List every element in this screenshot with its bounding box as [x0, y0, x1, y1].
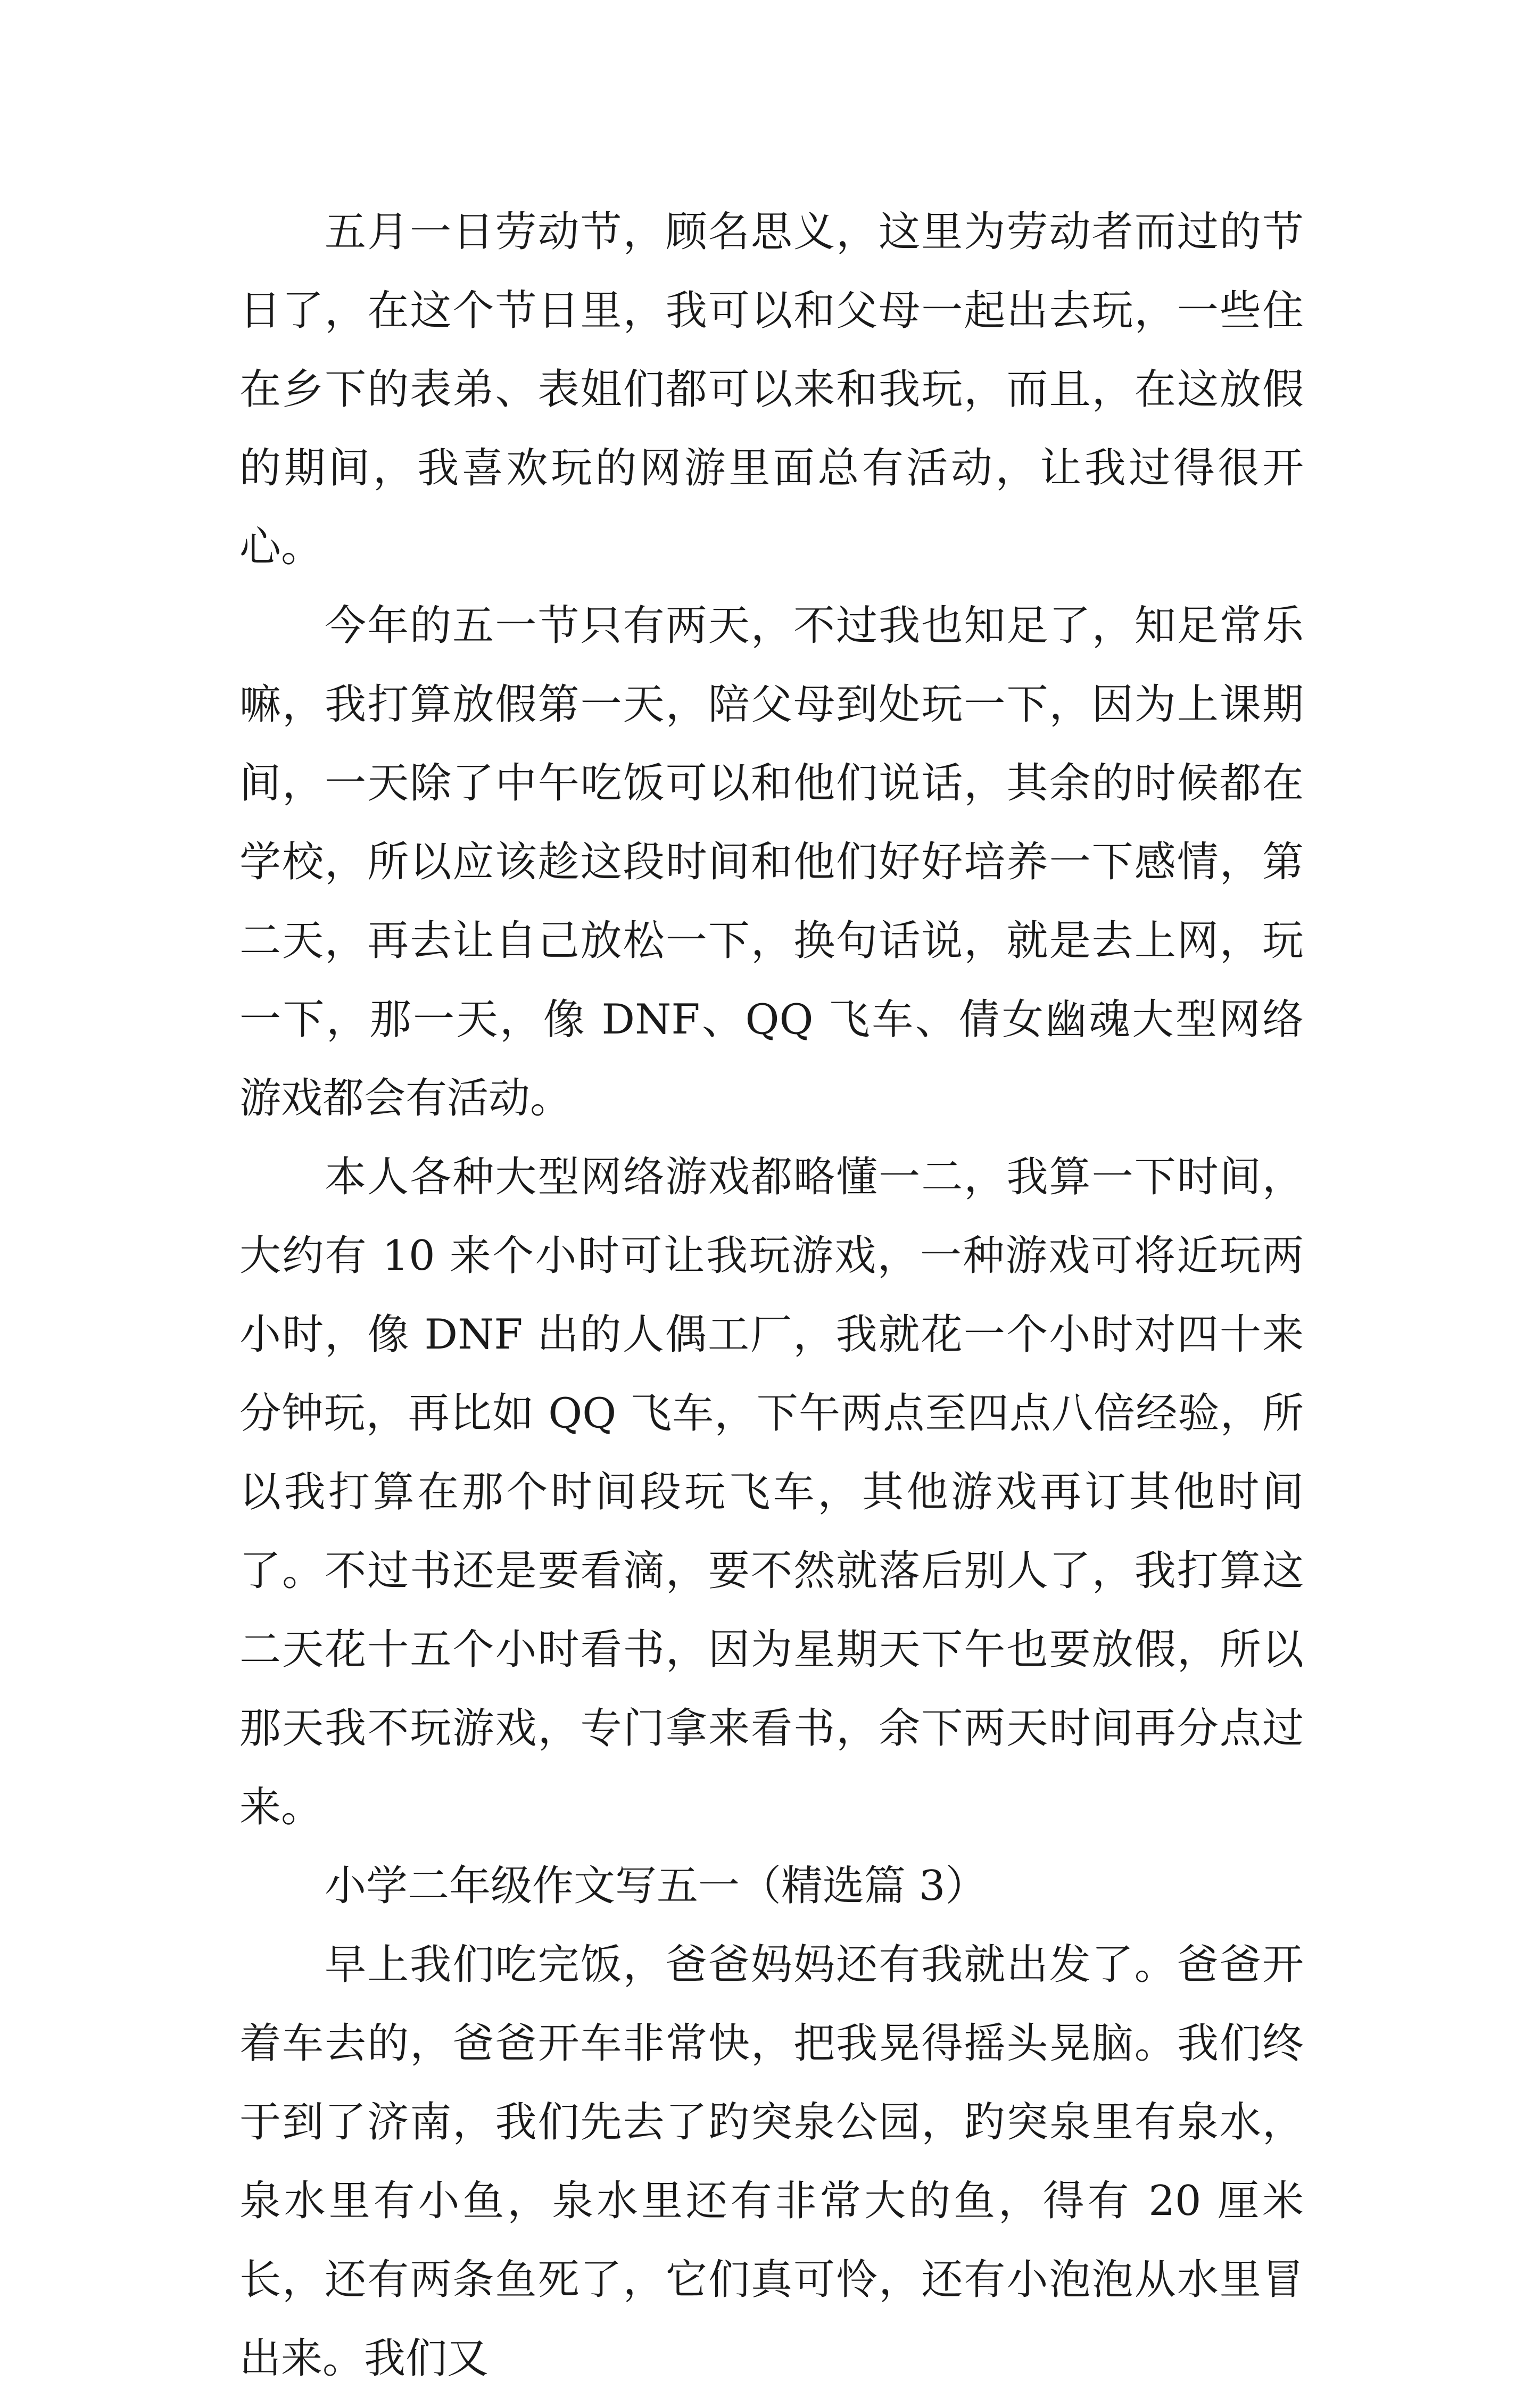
- document-body: [239, 193, 1304, 2398]
- paragraph-4: 早上我们吃完饭，爸爸妈妈还有我就出发了。爸爸开着车去的，爸爸开车非常快，把我晃得摇头晃脑。我们终于到了济南，我们先去了趵突泉公园，趵突泉里有泉水，泉水里有小鱼，泉水里还有非常大的鱼，得有 20 厘米长，还有两条鱼死了，它们真可怜，还有小泡泡从水里冒出来。我们又: [239, 1941, 1304, 2383]
- paragraph-1: 五月一日劳动节，顾名思义，这里为劳动者而过的节日了，在这个节日里，我可以和父母一起出去玩，一些住在乡下的表弟、表姐们都可以来和我玩，而且，在这放假的期间，我喜欢玩的网游里面总有活动，让我过得很开心。: [239, 208, 1304, 571]
- paragraph-2: 今年的五一节只有两天，不过我也知足了，知足常乐嘛，我打算放假第一天，陪父母到处玩一下，因为上课期间，一天除了中午吃饭可以和他们说话，其余的时候都在学校，所以应该趁这段时间和他们好好培养一下感情，第二天，再去让自己放松一下，换句话说，就是去上网，玩一下，那一天，像 DNF、QQ 飞车、倩女幽魂大型网络游戏都会有活动。: [239, 602, 1304, 1122]
- paragraph-3: 本人各种大型网络游戏都略懂一二，我算一下时间，大约有 10 来个小时可让我玩游戏，一种游戏可将近玩两小时，像 DNF 出的人偶工厂，我就花一个小时对四十来分钟玩，再比如 QQ 飞车，下午两点至四点八倍经验，所以我打算在那个时间段玩飞车，其他游戏再订其他时间了。不过书还是要看滴，要不然就落后别人了，我打算这二天花十五个小时看书，因为星期天下午也要放假，所以那天我不玩游戏，专门拿来看书，余下两天时间再分点过来。: [239, 1153, 1304, 1831]
- section-heading: 小学二年级作文写五一（精选篇 3）: [325, 1862, 987, 1910]
